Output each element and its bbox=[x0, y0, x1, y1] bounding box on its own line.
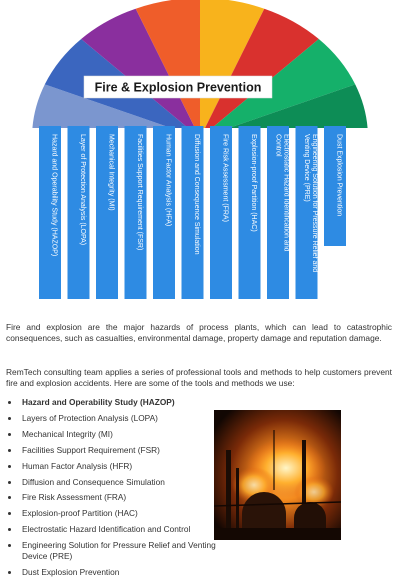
method-list-item: Electrostatic Hazard Identification and Control bbox=[4, 524, 218, 535]
method-list-item: Explosion-proof Partition (HAC) bbox=[4, 508, 218, 519]
method-list-item: Layers of Protection Analysis (LOPA) bbox=[4, 413, 218, 424]
method-list-item: Mechanical Integrity (MI) bbox=[4, 429, 218, 440]
intro-paragraph: Fire and explosion are the major hazards of process plants, which can lead to catastrophic consequences, such as casualties, environmental damage, property damage and reputation damage. bbox=[6, 322, 392, 343]
umbrella-column-label: Dust Explosion Prevention bbox=[335, 134, 343, 217]
umbrella-column-label: Layer of Protection Analysis (LOPA) bbox=[79, 134, 86, 246]
method-list-item: Human Factor Analysis (HFR) bbox=[4, 461, 218, 472]
umbrella-column-label: Mechanical Integrity (MI) bbox=[107, 134, 115, 211]
umbrella-canopy bbox=[28, 0, 372, 142]
tools-intro-paragraph: RemTech consulting team applies a series of professional tools and methods to help customers prevent fire and explosion accidents. Here are some of the tools and methods we use: bbox=[6, 367, 392, 388]
method-list-item: Dust Explosion Prevention bbox=[4, 567, 218, 578]
method-list-item: Engineering Solution for Pressure Relief and Venting Device (PRE) bbox=[4, 540, 218, 562]
umbrella-column-label: Human Factor Analysis (HFA) bbox=[164, 134, 172, 227]
methods-list bbox=[4, 397, 218, 583]
method-list-item: Diffusion and Consequence Simulation bbox=[4, 477, 218, 488]
umbrella-column-label: Diffusion and Consequence Simulation bbox=[193, 134, 200, 255]
method-list-item: Fire Risk Assessment (FRA) bbox=[4, 492, 218, 503]
industrial-fire-photo bbox=[214, 410, 341, 540]
umbrella-column-label: Fire Risk Assessment (FRA) bbox=[221, 134, 229, 222]
umbrella-column-label: Engineering Solution for Pressure Relief andVenting Device (PRE) bbox=[303, 134, 318, 273]
umbrella-title-box bbox=[84, 76, 272, 98]
umbrella-columns bbox=[39, 126, 346, 299]
method-list-item: Hazard and Operability Study (HAZOP) bbox=[4, 397, 218, 408]
umbrella-column-label: Electrostatic Hazard Identification andControl bbox=[274, 134, 290, 252]
umbrella-column-label: Facilities Support Requirement (FSR) bbox=[136, 134, 143, 251]
umbrella-column-label: Hazard and Operability Study (HAZOP) bbox=[50, 134, 58, 257]
method-list-item: Facilities Support Requirement (FSR) bbox=[4, 445, 218, 456]
umbrella-column-label: Explosion-proof Partition (HAC) bbox=[250, 134, 257, 232]
umbrella-title: Fire & Explosion Prevention bbox=[94, 80, 262, 95]
